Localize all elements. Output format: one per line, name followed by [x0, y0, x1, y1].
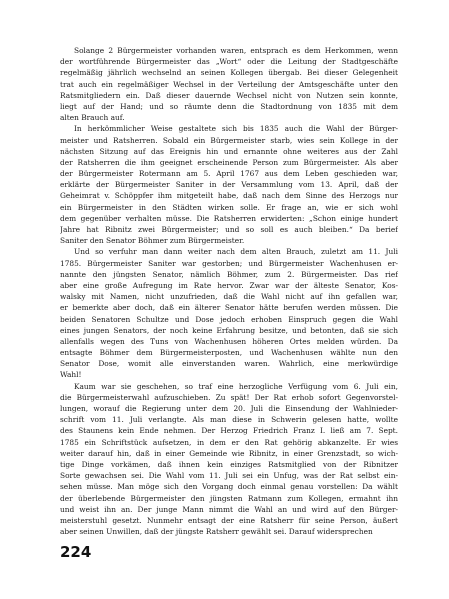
text-line: nächsten Sitzung auf das Ereignis hin und ernannte ohne weiteres aus der Zahl [60, 146, 398, 156]
text-line: Saniter den Senator Böhmer zum Bürgermeister. [60, 236, 245, 246]
text-line: und weist ihn an. Der junge Mann nimmt die Wahl an und wird auf den Bürger- [60, 504, 398, 514]
page-number: 224 [60, 543, 92, 561]
text-line: des Staunens kein Ende nehmen. Der Herzog Friedrich Franz I. ließ am 7. Sept. [60, 426, 398, 436]
text-line: der Bürgermeister Rotermann am 5. April 1767 aus dem Leben geschieden war, [60, 169, 398, 179]
text-line: lungen, worauf die Regierung unter dem 20. Juli die Einsendung der Wahlnieder- [60, 404, 398, 413]
text-line: Senator Dose, womit alle einverstanden waren. Wahrlich, eine merkwürdige [60, 359, 398, 369]
text-line: Sorte gewachsen sei. Die Wahl vom 11. Juli sei ein Unfug, was der Rat selbst ein- [60, 471, 398, 481]
text-line: dem gegenüber verhalten müsse. Die Ratsherren erwiderten: „Schon einige hundert [60, 213, 398, 223]
text-line: beiden Senatoren Schultze und Dose jedoch erhoben Einspruch gegen die Wahl [60, 314, 398, 324]
text-line: Kaum war sie geschehen, so traf eine herzogliche Verfügung vom 6. Juli ein, [74, 381, 398, 391]
text-line: erklärte der Bürgermeister Saniter in der Versammlung vom 13. April, daß der [60, 180, 398, 190]
paragraph [60, 381, 398, 538]
text-line: der überlebende Bürgermeister den jüngsten Ratmann zum Kollegen, ermahnt ihn [60, 493, 398, 503]
text-line: schrift vom 11. Juli verlangte. Als man diese in Schwerin gelesen hatte, wollte [60, 415, 398, 425]
text-line: er bemerkte aber doch, daß ein älterer Senator hätte berufen werden müssen. Die [60, 303, 398, 313]
text-line: aber eine große Aufregung im Rate hervor. Zwar war der älteste Senator, Kos- [60, 280, 398, 290]
text-line: ein Bürgermeister in den Städten wirken solle. Er frage an, wie er sich wohl [60, 202, 398, 212]
text-line: Wahl! [60, 370, 82, 380]
text-line: sehen müsse. Man möge sich den Vorgang doch einmal genau vorstellen: Da wählt [60, 482, 398, 492]
text-line: tige Dinge vorkämen, daß ihnen kein einziges Ratsmitglied von der Ribnitzer [60, 459, 398, 469]
text-line: eines jungen Senators, der noch keine Erfahrung besitze, und betonten, daß sie sich [60, 325, 398, 335]
text-line: Geheimrat v. Schöppfer ihm mitgeteilt habe, daß nach dem Sinne des Herzogs nur [60, 191, 398, 201]
text-line: walsky mit Namen, nicht unzufrieden, daß die Wahl nicht auf ihn gefallen war, [60, 292, 398, 302]
text-line: liegt auf der Hand; und so räumte denn die Stadtordnung von 1835 mit dem [60, 101, 398, 111]
text-line: entsagte Böhmer dem Bürgermeisterposten, und Wachenhusen wählte nun den [60, 348, 398, 358]
body-text [60, 45, 398, 537]
text-line: alten Brauch auf. [60, 113, 125, 123]
text-line: der wortführende Bürgermeister das „Wort“ oder die Leitung der Stadtgeschäfte [60, 57, 398, 67]
text-line: Und so verfuhr man dann weiter nach dem alten Brauch, zuletzt am 11. Juli [74, 247, 398, 257]
text-line: allenfalls wegen des Tuns von Wachenhusen höheren Ortes melden würden. Da [60, 336, 398, 346]
text-line: weiter darauf hin, daß in einer Gemeinde wie Ribnitz, in einer Grenzstadt, so wich- [60, 448, 398, 458]
text-line: aber seinen Unwillen, daß der jüngste Ratsherr gewählt sei. Darauf widersprechen [60, 527, 373, 537]
text-line: regelmäßig jährlich wechselnd an seinen Kollegen übergab. Bei dieser Gelegenheit [60, 68, 398, 78]
text-line: die Bürgermeisterwahl aufzuschieben. Zu spät! Der Rat erhob sofort Gegenvorstel- [60, 392, 398, 402]
text-line: In herkömmlicher Weise gestaltete sich bis 1835 auch die Wahl der Bürger- [74, 124, 398, 134]
text-line: der Ratsherren die ihm geeignet erscheinende Person zum Bürgermeister. Als aber [60, 157, 398, 167]
text-line: meisterstuhl gesetzt. Nunmehr entsagt der eine Ratsherr für seine Person, äußert [60, 515, 398, 525]
text-line: Solange 2 Bürgermeister vorhanden waren, entsprach es dem Herkommen, wenn [74, 46, 398, 55]
text-line: trat auch ein regelmäßiger Wechsel in der Verteilung der Amtsgeschäfte unter den [60, 79, 398, 89]
text-line: Ratsmitgliedern ein. Daß dieser dauernde Wechsel nicht von Nutzen sein konnte, [60, 90, 398, 100]
text-line: nannte den jüngsten Senator, nämlich Böhmer, zum 2. Bürgermeister. Das rief [60, 269, 398, 279]
text-line: 1785. Bürgermeister Saniter war gestorben; und Bürgermeister Wachenhusen er- [60, 258, 398, 268]
paragraph [60, 45, 398, 123]
paragraph [60, 123, 398, 246]
text-line: 1785 ein Schriftstück aufsetzen, in dem er den Rat gehörig abkanzelte. Er wies [60, 437, 398, 447]
text-line: meister und Ratsherren. Sobald ein Bürgermeister starb, wies sein Kollege in der [60, 135, 398, 145]
text-line: Jahre hat Ribnitz zwei Bürgermeister; und so soll es auch bleiben.“ Da berief [60, 225, 398, 234]
paragraph [60, 246, 398, 380]
